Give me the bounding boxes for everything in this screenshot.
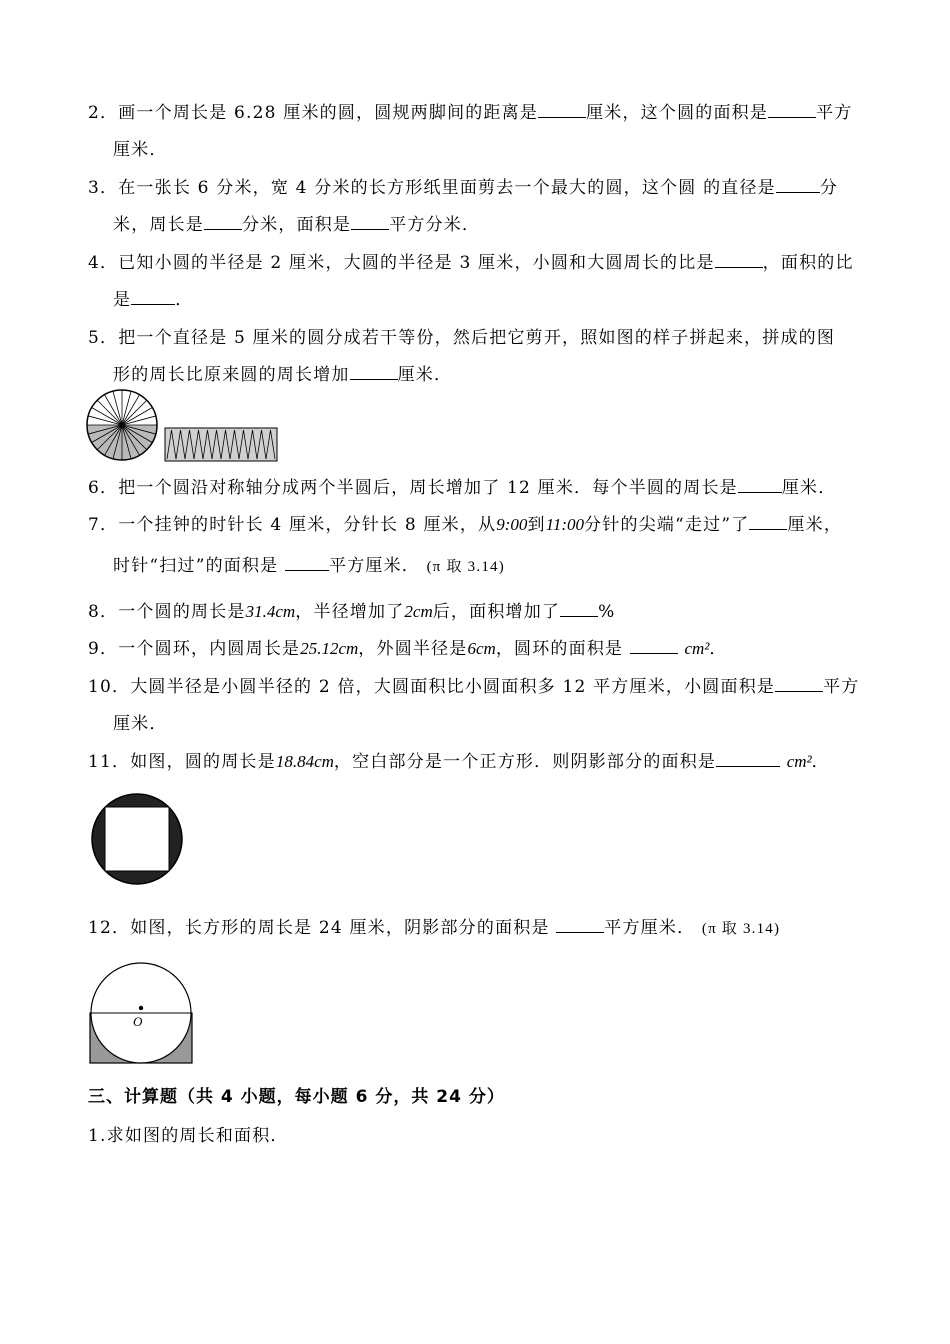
q3-text-b: 分米，面积是 [242, 215, 352, 235]
q6-text-end: 厘米． [781, 478, 837, 498]
question-2-line-1 [88, 98, 852, 123]
center-label: O [133, 1014, 143, 1029]
q6-text: 6．把一个圆沿对称轴分成两个半圆后，周长增加了 12 厘米．每个半圆的周长是 [88, 478, 738, 498]
question-7-line-1 [88, 510, 842, 535]
q7-time-start: 9:00 [496, 515, 528, 534]
q11-circumference: 18.84cm [275, 752, 334, 771]
divided-circle-figure [85, 388, 285, 464]
q9-text-end: ． [709, 639, 728, 659]
question-9-line-1 [88, 634, 728, 659]
answer-blank[interactable] [738, 477, 782, 493]
q12-text-b: 平方厘米． [604, 918, 696, 938]
answer-blank[interactable] [204, 214, 242, 230]
q9-text-a: 9．一个圆环，内圆周长是 [88, 639, 301, 659]
q3-text-c: 平方分米． [389, 215, 481, 235]
question-8-line-1 [88, 597, 616, 622]
q8-circumference: 31.4cm [245, 602, 296, 621]
answer-blank[interactable] [630, 638, 678, 654]
q9-outer-radius: 6cm [467, 639, 496, 658]
q9-text-c: ，圆环的面积是 [495, 639, 630, 659]
question-4-line-1 [88, 248, 854, 273]
q9-unit: cm² [684, 639, 710, 658]
center-point [139, 1006, 143, 1010]
q4-text-b: ． [175, 290, 194, 310]
q8-percent: % [598, 602, 616, 622]
question-5-line-2 [113, 360, 452, 385]
answer-blank[interactable] [131, 289, 175, 305]
q3-text-end: 分 [819, 178, 839, 198]
question-6-line-1 [88, 473, 836, 498]
answer-blank[interactable] [351, 214, 389, 230]
q9-text-b: ，外圆半径是 [358, 639, 468, 659]
question-7-line-2 [113, 551, 505, 576]
answer-blank[interactable] [350, 364, 398, 380]
question-3-line-1 [88, 173, 838, 198]
q8-text-c: 后，面积增加了 [432, 602, 561, 622]
q3-text: 3．在一张长 6 分米，宽 4 分米的长方形纸里面剪去一个最大的圆，这个圆 的直径是 [88, 178, 776, 198]
q2-text: 2．画一个周长是 6.28 厘米的圆，圆规两脚间的距离是 [88, 103, 539, 123]
answer-blank[interactable] [775, 676, 823, 692]
answer-blank[interactable] [560, 601, 598, 617]
q5-text-b: 厘米． [397, 365, 453, 385]
divided-circle [87, 390, 157, 460]
q9-inner-circumference: 25.12cm [300, 639, 359, 658]
q10-text-cont: 厘米． [113, 714, 168, 734]
answer-blank[interactable] [776, 177, 820, 193]
question-5-line-1 [88, 323, 835, 348]
question-3-line-2 [113, 210, 480, 235]
question-11-line-1 [88, 747, 830, 772]
q10-text-end: 平方 [823, 677, 860, 697]
q8-radius-increase: 2cm [404, 602, 433, 621]
q8-text-b: ，半径增加了 [295, 602, 405, 622]
rectangle-circle-figure [88, 962, 194, 1066]
question-4-line-2 [113, 285, 193, 310]
q5-text: 5．把一个直径是 5 厘米的圆分成若干等份，然后把它剪开，照如图的样子拼起来，拼成的图 [88, 328, 836, 348]
answer-blank[interactable] [715, 252, 763, 268]
circle-square-figure [90, 792, 184, 886]
answer-blank[interactable] [556, 917, 604, 933]
q11-text-b: ，空白部分是一个正方形．则阴影部分的面积是 [333, 752, 717, 772]
section-3-question-1: 1.求如图的周长和面积． [88, 1126, 289, 1146]
q7-text-a: 7．一个挂钟的时针长 4 厘米，分针长 8 厘米，从 [88, 515, 497, 535]
q5-text-a: 形的周长比原来圆的周长增加 [113, 365, 350, 385]
q11-text-a: 11．如图，圆的周长是 [88, 752, 276, 772]
answer-blank[interactable] [285, 555, 329, 571]
question-2-line-2 [113, 135, 168, 160]
q8-text-a: 8．一个圆的周长是 [88, 602, 246, 622]
section-3-heading: 三、计算题（共 4 小题，每小题 6 分，共 24 分） [88, 1087, 505, 1107]
q2-text-end: 平方 [816, 103, 853, 123]
q2-text-cont: 厘米． [113, 140, 168, 160]
answer-blank[interactable] [716, 751, 780, 767]
q11-unit: cm² [786, 752, 812, 771]
inscribed-square [105, 807, 169, 871]
answer-blank[interactable] [768, 102, 816, 118]
q4-text-a: 是 [113, 290, 132, 310]
question-10-line-2 [113, 709, 168, 734]
q4-text-end: ，面积的比 [762, 253, 854, 273]
q7-time-end: 11:00 [545, 515, 585, 534]
q4-text: 4．已知小圆的半径是 2 厘米，大圆的半径是 3 厘米，小圆和大圆周长的比是 [88, 253, 715, 273]
q3-text-a: 米，周长是 [113, 215, 204, 235]
q7-text-b: 分针的尖端“走过”了 [584, 515, 750, 535]
q2-text-mid: 厘米，这个圆的面积是 [586, 103, 769, 123]
q7-text-end: 厘米， [787, 515, 843, 535]
q11-text-end: ． [811, 752, 830, 772]
q10-text: 10．大圆半径是小圆半径的 2 倍，大圆面积比小圆面积多 12 平方厘米，小圆面积是 [88, 677, 776, 697]
answer-blank[interactable] [538, 102, 586, 118]
answer-blank[interactable] [749, 514, 787, 530]
q7-text-d: 平方厘米． [329, 556, 420, 576]
rearranged-strip [165, 428, 277, 461]
question-10-line-1 [88, 672, 860, 697]
q12-pi-note: (π 取 3.14) [701, 921, 781, 937]
q7-pi-note: (π 取 3.14) [426, 559, 505, 575]
question-12-line-1 [88, 913, 780, 938]
q12-text-a: 12．如图，长方形的周长是 24 厘米，阴影部分的面积是 [88, 918, 557, 938]
q7-text-c: 时针“扫过”的面积是 [113, 556, 285, 576]
q7-text-to: 到 [527, 515, 546, 535]
